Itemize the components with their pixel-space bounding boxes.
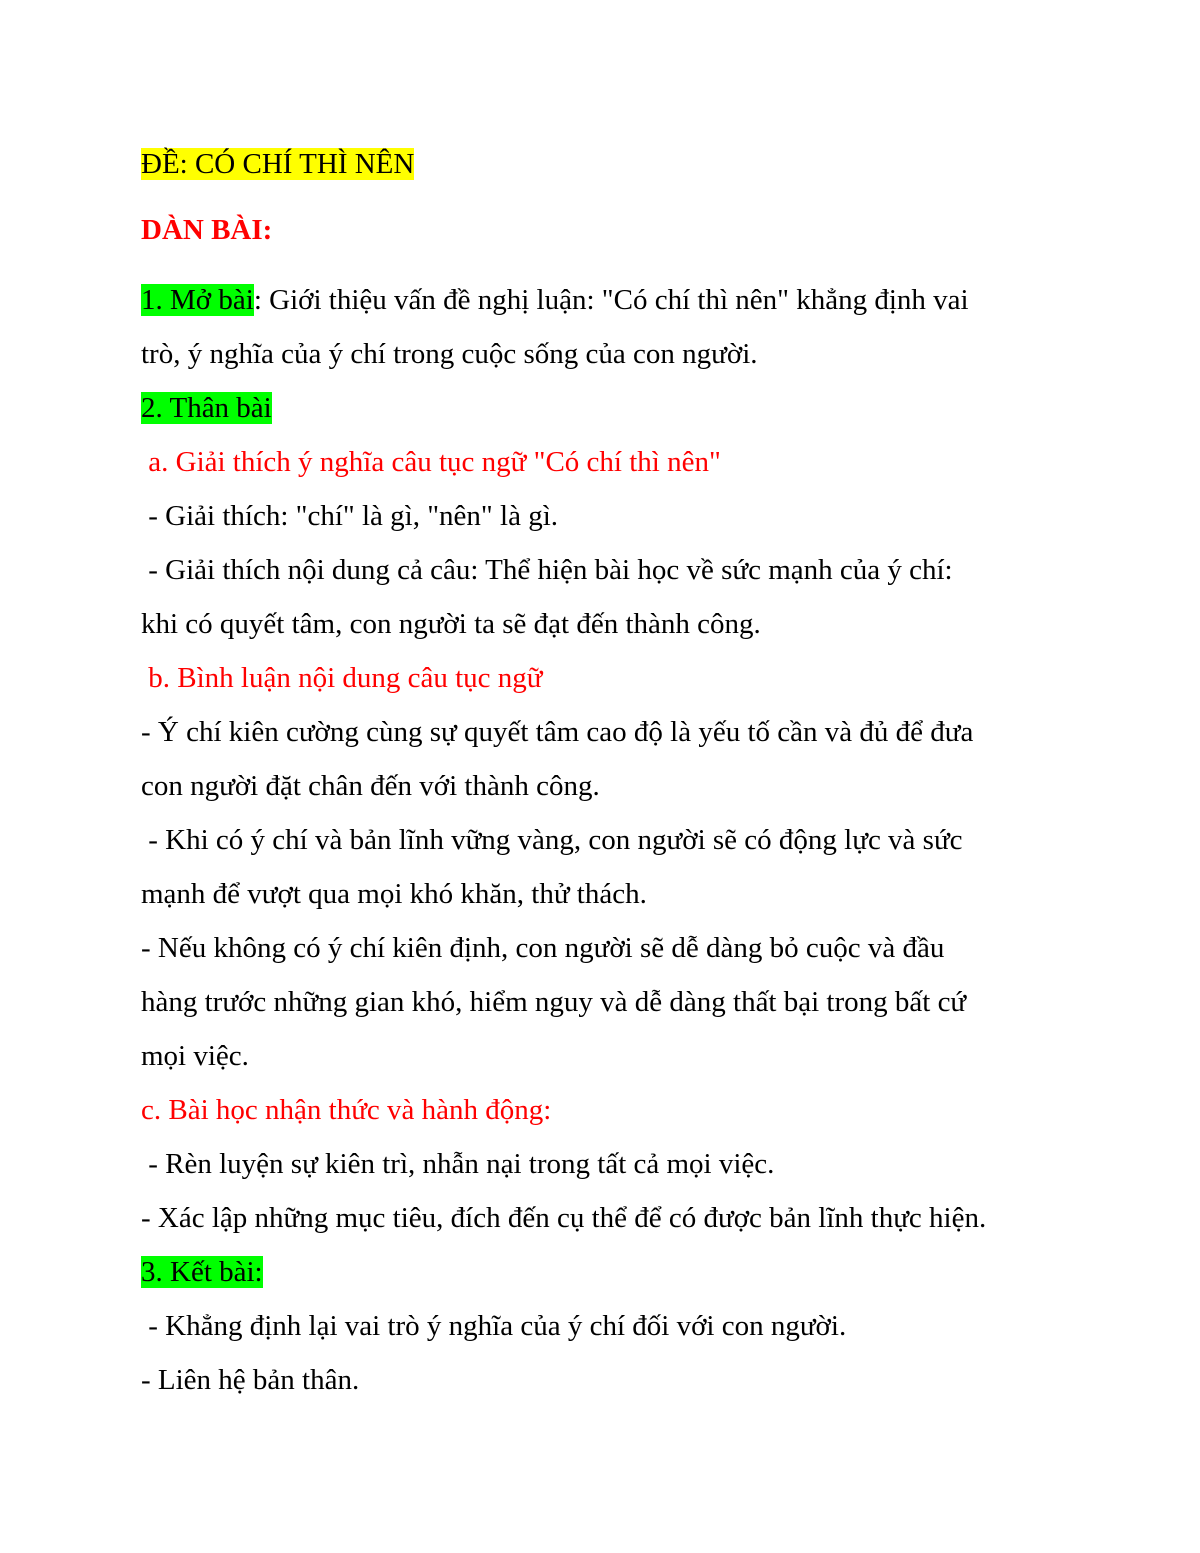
intro-text: : Giới thiệu vấn đề nghị luận: "Có chí thì nên" khẳng định vai bbox=[253, 284, 969, 316]
part-b-line-1: - Ý chí kiên cường cùng sự quyết tâm cao độ là yếu tố cần và đủ để đưa bbox=[141, 716, 974, 748]
part-a-heading: a. Giải thích ý nghĩa câu tục ngữ "Có chí thì nên" bbox=[141, 446, 721, 478]
part-a-line-3: khi có quyết tâm, con người ta sẽ đạt đến thành công. bbox=[141, 608, 761, 640]
title-text: ĐỀ: CÓ CHÍ THÌ NÊN bbox=[141, 148, 415, 180]
conclusion-line-1: - Khẳng định lại vai trò ý nghĩa của ý chí đối với con người. bbox=[141, 1310, 847, 1342]
body-label: 2. Thân bài bbox=[141, 392, 272, 424]
intro-line-2: trò, ý nghĩa của ý chí trong cuộc sống của con người. bbox=[141, 338, 758, 370]
document-title bbox=[141, 146, 414, 182]
part-a-line-1: - Giải thích: "chí" là gì, "nên" là gì. bbox=[141, 500, 559, 532]
conclusion-line-2: - Liên hệ bản thân. bbox=[141, 1364, 360, 1396]
part-c-line-1: - Rèn luyện sự kiên trì, nhẫn nại trong tất cả mọi việc. bbox=[141, 1148, 775, 1180]
conclusion-label: 3. Kết bài: bbox=[141, 1256, 263, 1288]
body-label-line bbox=[141, 390, 272, 426]
part-a-line-2: - Giải thích nội dung cả câu: Thể hiện bài học về sức mạnh của ý chí: bbox=[141, 554, 953, 586]
intro-line-1 bbox=[141, 282, 969, 318]
conclusion-label-line bbox=[141, 1254, 263, 1290]
part-b-heading: b. Bình luận nội dung câu tục ngữ bbox=[141, 662, 543, 694]
part-c-heading: c. Bài học nhận thức và hành động: bbox=[141, 1094, 552, 1126]
part-b-line-4: mạnh để vượt qua mọi khó khăn, thử thách. bbox=[141, 878, 647, 910]
part-b-line-5: - Nếu không có ý chí kiên định, con người sẽ dễ dàng bỏ cuộc và đầu bbox=[141, 932, 945, 964]
outline-heading: DÀN BÀI: bbox=[141, 214, 273, 246]
part-b-line-7: mọi việc. bbox=[141, 1040, 249, 1072]
part-b-line-2: con người đặt chân đến với thành công. bbox=[141, 770, 600, 802]
part-c-line-2: - Xác lập những mục tiêu, đích đến cụ thể để có được bản lĩnh thực hiện. bbox=[141, 1202, 987, 1234]
part-b-line-3: - Khi có ý chí và bản lĩnh vững vàng, con người sẽ có động lực và sức bbox=[141, 824, 963, 856]
part-b-line-6: hàng trước những gian khó, hiểm nguy và dễ dàng thất bại trong bất cứ bbox=[141, 986, 967, 1018]
intro-label: 1. Mở bài bbox=[141, 284, 254, 316]
